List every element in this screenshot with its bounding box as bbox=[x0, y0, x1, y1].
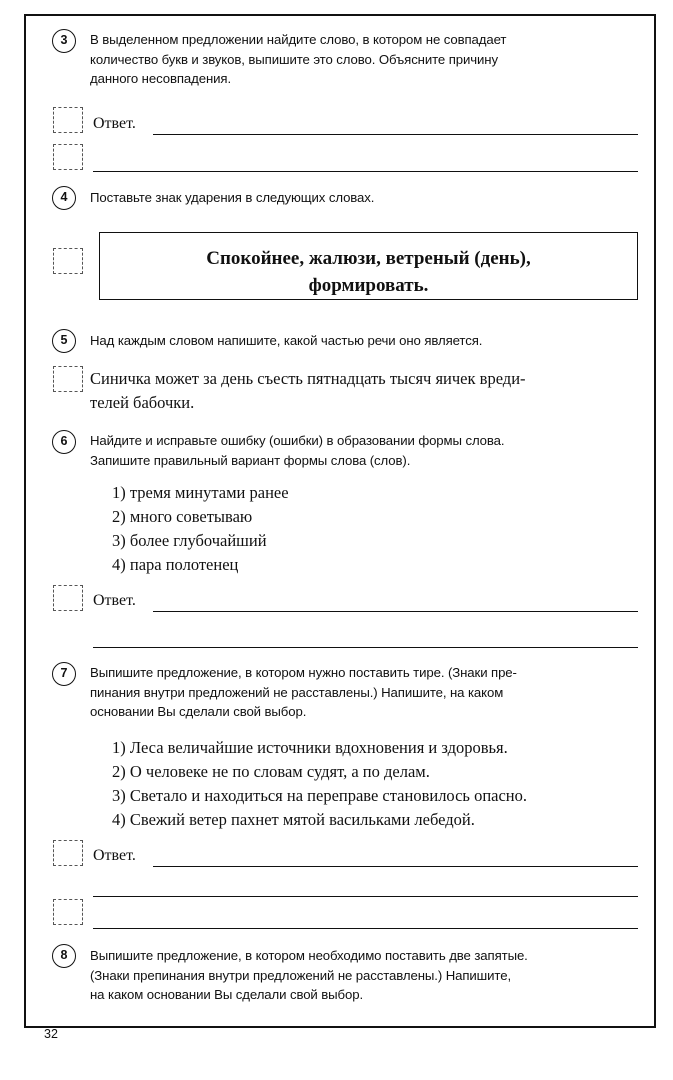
task-5-answer-box-1[interactable] bbox=[53, 366, 83, 392]
task-5-sentence-line-1: Синичка может за день съесть пятнадцать тысяч яичек вреди- bbox=[90, 369, 526, 388]
task-7-answer-rule-1[interactable] bbox=[153, 866, 638, 867]
task-7-answer-rule-2[interactable] bbox=[93, 896, 638, 897]
task-6-option-3[interactable]: 3) более глубочайший bbox=[112, 531, 267, 550]
task-8-prompt-line-1: Выпишите предложение, в котором необходимо поставить две запятые. bbox=[90, 948, 528, 963]
task-number-4: 4 bbox=[52, 186, 76, 210]
task-3-answer-label: Ответ. bbox=[93, 115, 136, 132]
task-6-prompt-line-1: Найдите и исправьте ошибку (ошибки) в образовании формы слова. bbox=[90, 433, 505, 448]
task-6-answer-box-1[interactable] bbox=[53, 585, 83, 611]
task-5-sentence-line-2: телей бабочки. bbox=[90, 393, 195, 412]
task-6-prompt-line-2: Запишите правильный вариант формы слова (слов). bbox=[90, 452, 411, 468]
task-6-option-4[interactable]: 4) пара полотенец bbox=[112, 555, 239, 574]
task-3-answer-rule-1[interactable] bbox=[153, 134, 638, 135]
task-7-answer-rule-3[interactable] bbox=[93, 928, 638, 929]
task-7-option-1[interactable]: 1) Леса величайшие источники вдохновения и здоровья. bbox=[112, 738, 508, 757]
task-7-answer-box-2[interactable] bbox=[53, 899, 83, 925]
task-4-boxed-line-2: формировать. bbox=[308, 275, 429, 296]
task-7-prompt-line-2: пинания внутри предложений не расставлены.) Напишите, на каком bbox=[90, 684, 504, 700]
task-6-answer-rule-1[interactable] bbox=[153, 611, 638, 612]
task-number-5: 5 bbox=[52, 329, 76, 353]
task-number-3: 3 bbox=[52, 29, 76, 53]
task-4-highlighted-words bbox=[99, 232, 638, 300]
task-6-option-2[interactable]: 2) много советываю bbox=[112, 507, 253, 526]
task-6-answer-rule-2[interactable] bbox=[93, 647, 638, 648]
task-6-option-1[interactable]: 1) тремя минутами ранее bbox=[112, 483, 289, 502]
task-3-prompt-line-1: В выделенном предложении найдите слово, в котором не совпадает bbox=[90, 32, 507, 47]
task-7-option-3[interactable]: 3) Светало и находиться на переправе становилось опасно. bbox=[112, 786, 527, 805]
task-4-answer-box-1[interactable] bbox=[53, 248, 83, 274]
task-7-answer-label: Ответ. bbox=[93, 847, 136, 864]
task-number-7: 7 bbox=[52, 662, 76, 686]
task-4-boxed-line-1: Спокойнее, жалюзи, ветреный (день), bbox=[206, 248, 531, 269]
task-number-6: 6 bbox=[52, 430, 76, 454]
task-7-answer-box-1[interactable] bbox=[53, 840, 83, 866]
page-number: 32 bbox=[44, 1027, 58, 1041]
task-7-prompt-line-1: Выпишите предложение, в котором нужно поставить тире. (Знаки пре- bbox=[90, 665, 517, 680]
task-7-prompt-line-3: основании Вы сделали свой выбор. bbox=[90, 704, 307, 719]
task-5-prompt-line-1: Над каждым словом напишите, какой частью речи оно является. bbox=[90, 333, 483, 348]
task-6-answer-label: Ответ. bbox=[93, 592, 136, 609]
task-3-prompt-line-3: данного несовпадения. bbox=[90, 71, 232, 86]
task-3-prompt-line-2: количество букв и звуков, выпишите это слово. Объясните причину bbox=[90, 51, 498, 67]
task-3-answer-box-1[interactable] bbox=[53, 107, 83, 133]
task-7-option-4[interactable]: 4) Свежий ветер пахнет мятой васильками лебедой. bbox=[112, 810, 475, 829]
task-3-answer-box-2[interactable] bbox=[53, 144, 83, 170]
task-8-prompt-line-3: на каком основании Вы сделали свой выбор. bbox=[90, 987, 364, 1002]
task-8-prompt-line-2: (Знаки препинания внутри предложений не расставлены.) Напишите, bbox=[90, 967, 512, 983]
task-3-answer-rule-2[interactable] bbox=[93, 171, 638, 172]
task-4-prompt-line-1: Поставьте знак ударения в следующих словах. bbox=[90, 190, 375, 205]
task-7-option-2[interactable]: 2) О человеке не по словам судят, а по делам. bbox=[112, 762, 430, 781]
task-number-8: 8 bbox=[52, 944, 76, 968]
